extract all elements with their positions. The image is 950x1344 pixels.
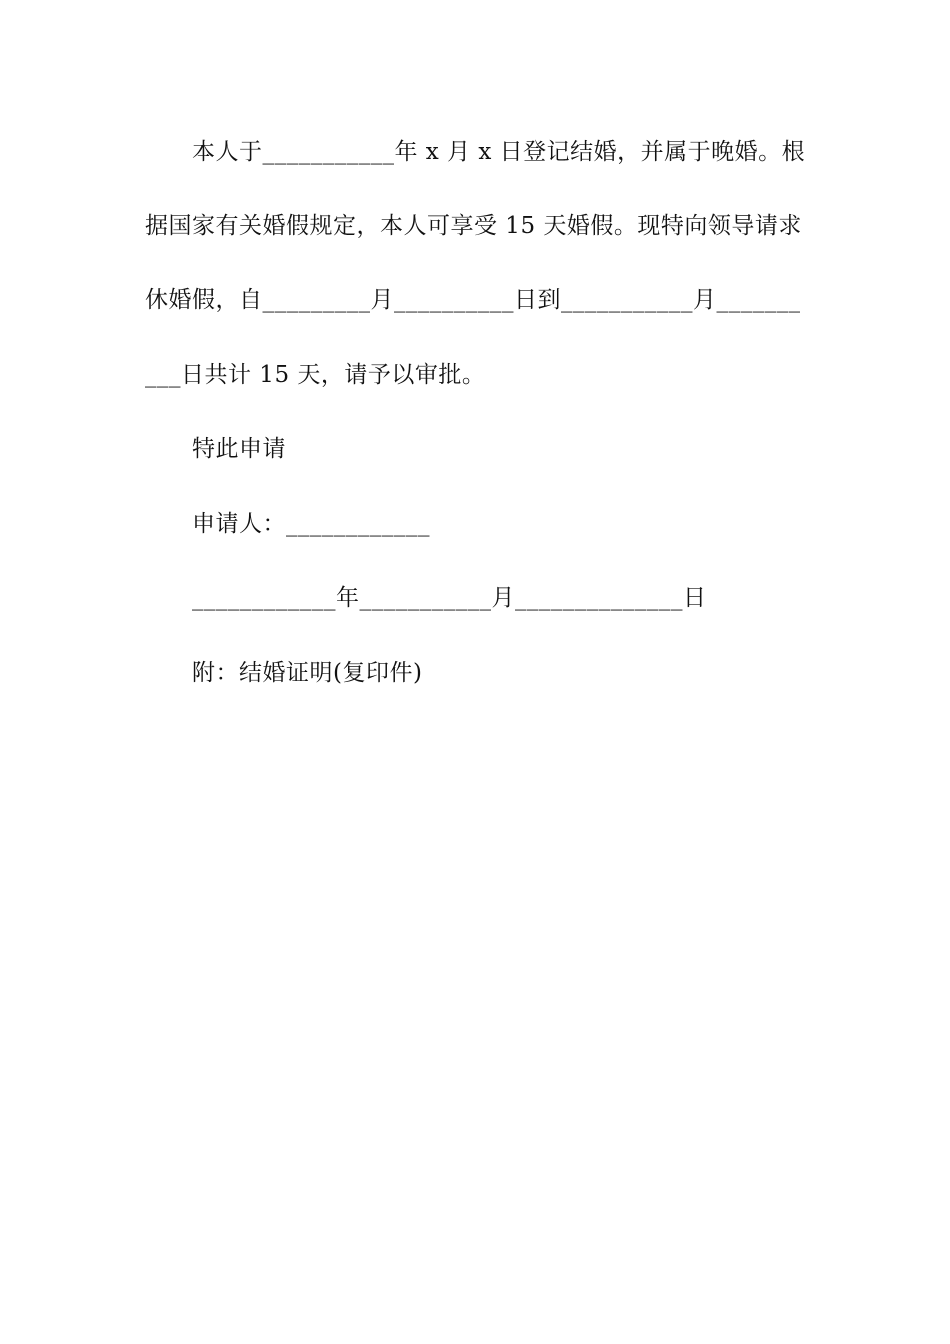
paragraph-line-2: 据国家有关婚假规定，本人可享受 15 天婚假。现特向领导请求 [145,213,802,239]
paragraph-line-1: 本人于___________年 x 月 x 日登记结婚，并属于晚婚。根 [192,139,806,165]
date-line: ____________年___________月______________日 [192,585,707,611]
paragraph-line-3: 休婚假，自_________月__________日到___________月_______ [145,287,801,313]
closing-text: 特此申请 [192,436,286,462]
applicant-line: 申请人：____________ [192,511,430,537]
paragraph-line-4: ___日共计 15 天，请予以审批。 [145,362,486,388]
attachment-note: 附：结婚证明(复印件) [192,660,423,686]
